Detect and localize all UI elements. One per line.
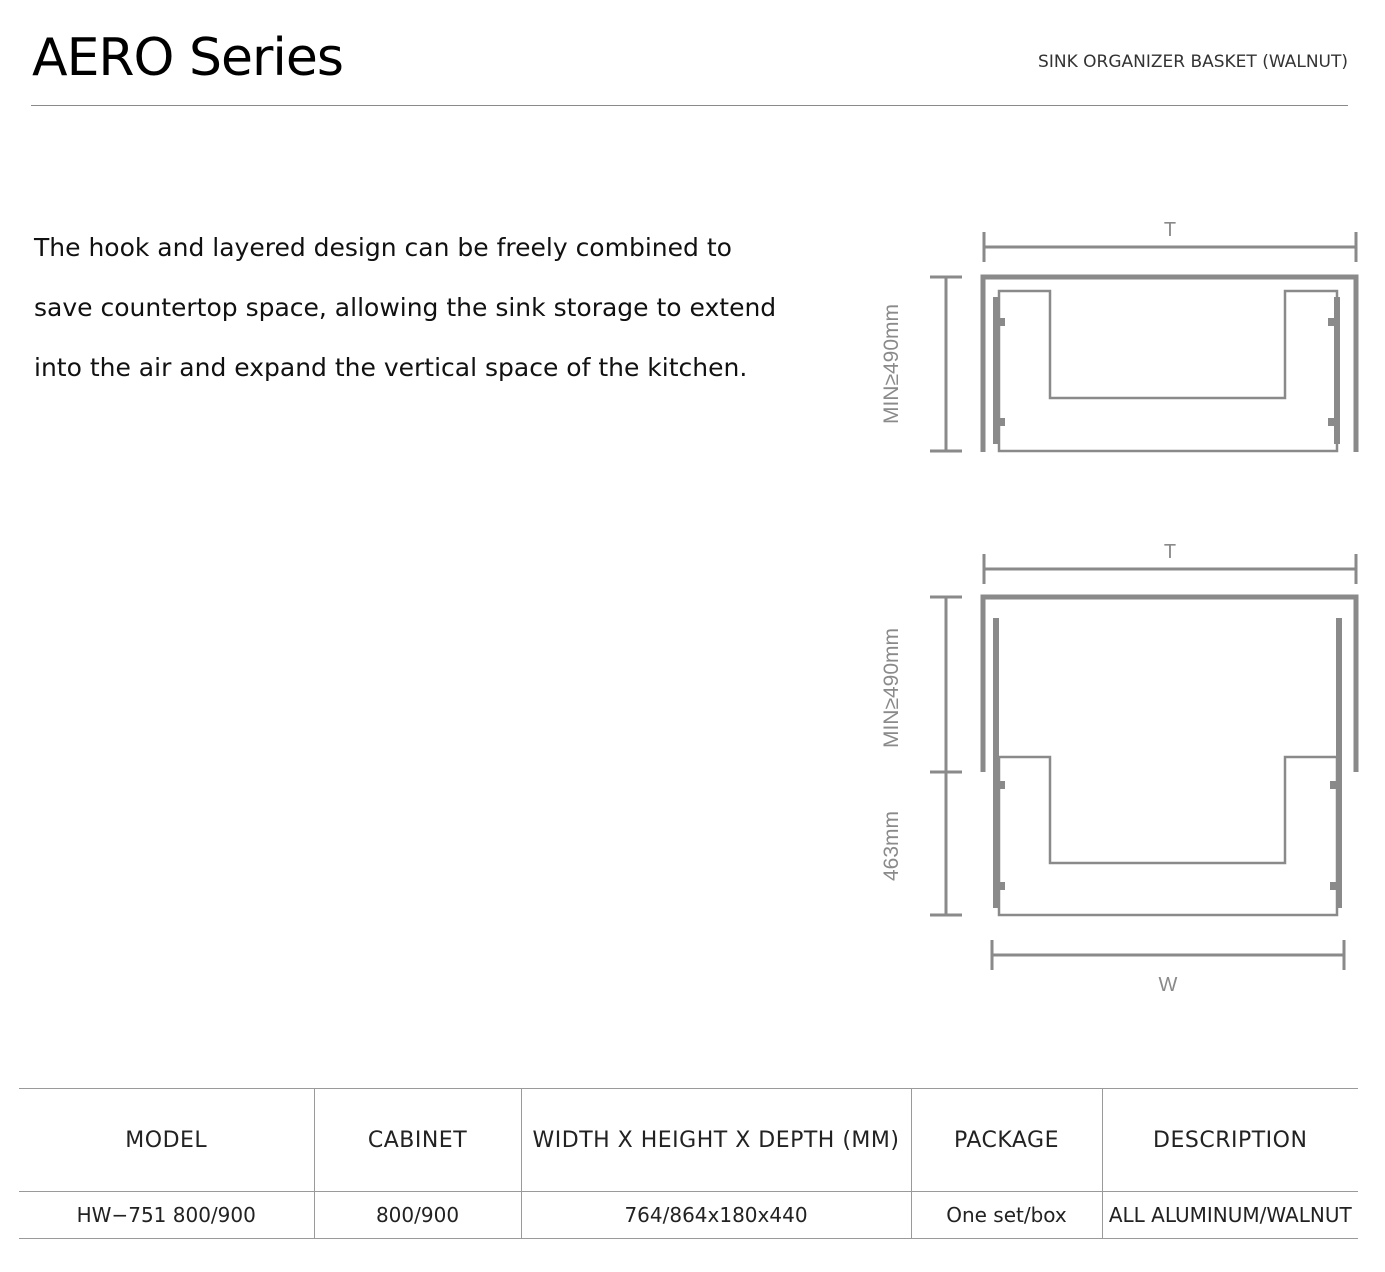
- cell-cabinet: 800/900: [314, 1192, 521, 1239]
- column-header-package: PACKAGE: [911, 1089, 1102, 1192]
- dimension-diagram: [860, 200, 1370, 1000]
- rail-clip: [1328, 318, 1335, 326]
- spec-table: [19, 1088, 1358, 1239]
- table-row: [19, 1192, 1358, 1239]
- lower-height-label: 463mm: [880, 810, 903, 882]
- intro-line: into the air and expand the vertical space of the kitchen.: [34, 353, 748, 382]
- header-divider: [31, 105, 1348, 106]
- column-header-dimensions: WIDTH X HEIGHT X DEPTH (MM): [521, 1089, 911, 1192]
- intro-line: The hook and layered design can be freely combined to: [34, 233, 732, 262]
- rail-clip: [1328, 418, 1335, 426]
- height-label-bottom: MIN≥490mm: [880, 627, 903, 749]
- table-header-row: [19, 1089, 1358, 1192]
- cabinet-frame-bottom: [983, 597, 1356, 772]
- basket-outline-top: [999, 291, 1337, 451]
- bottom-width-label: W: [1158, 974, 1178, 996]
- cell-model: HW−751 800/900: [76, 1203, 256, 1227]
- cabinet-frame-top: [983, 277, 1356, 452]
- width-label-bottom: T: [1163, 541, 1177, 563]
- width-label-top: T: [1163, 219, 1177, 241]
- page-title: AERO Series: [32, 28, 343, 88]
- height-label-top: MIN≥490mm: [880, 303, 903, 425]
- height-dimension-bottom: [930, 597, 962, 915]
- product-subtitle: SINK ORGANIZER BASKET (WALNUT): [1038, 52, 1348, 72]
- intro-text: [34, 218, 777, 398]
- column-header-model: MODEL: [125, 1127, 208, 1153]
- height-dimension-top: [930, 277, 962, 451]
- column-header-cabinet: CABINET: [314, 1089, 521, 1192]
- cell-dimensions: 764/864x180x440: [521, 1192, 911, 1239]
- diagram-top: [880, 219, 1356, 452]
- bottom-width-dimension: [992, 940, 1344, 970]
- diagram-bottom: [880, 541, 1356, 996]
- cell-description: ALL ALUMINUM/WALNUT: [1102, 1192, 1358, 1239]
- column-header-description: DESCRIPTION: [1102, 1089, 1358, 1192]
- intro-line: save countertop space, allowing the sink storage to extend: [34, 293, 777, 322]
- basket-outline-bottom: [999, 757, 1337, 915]
- cell-package: One set/box: [911, 1192, 1102, 1239]
